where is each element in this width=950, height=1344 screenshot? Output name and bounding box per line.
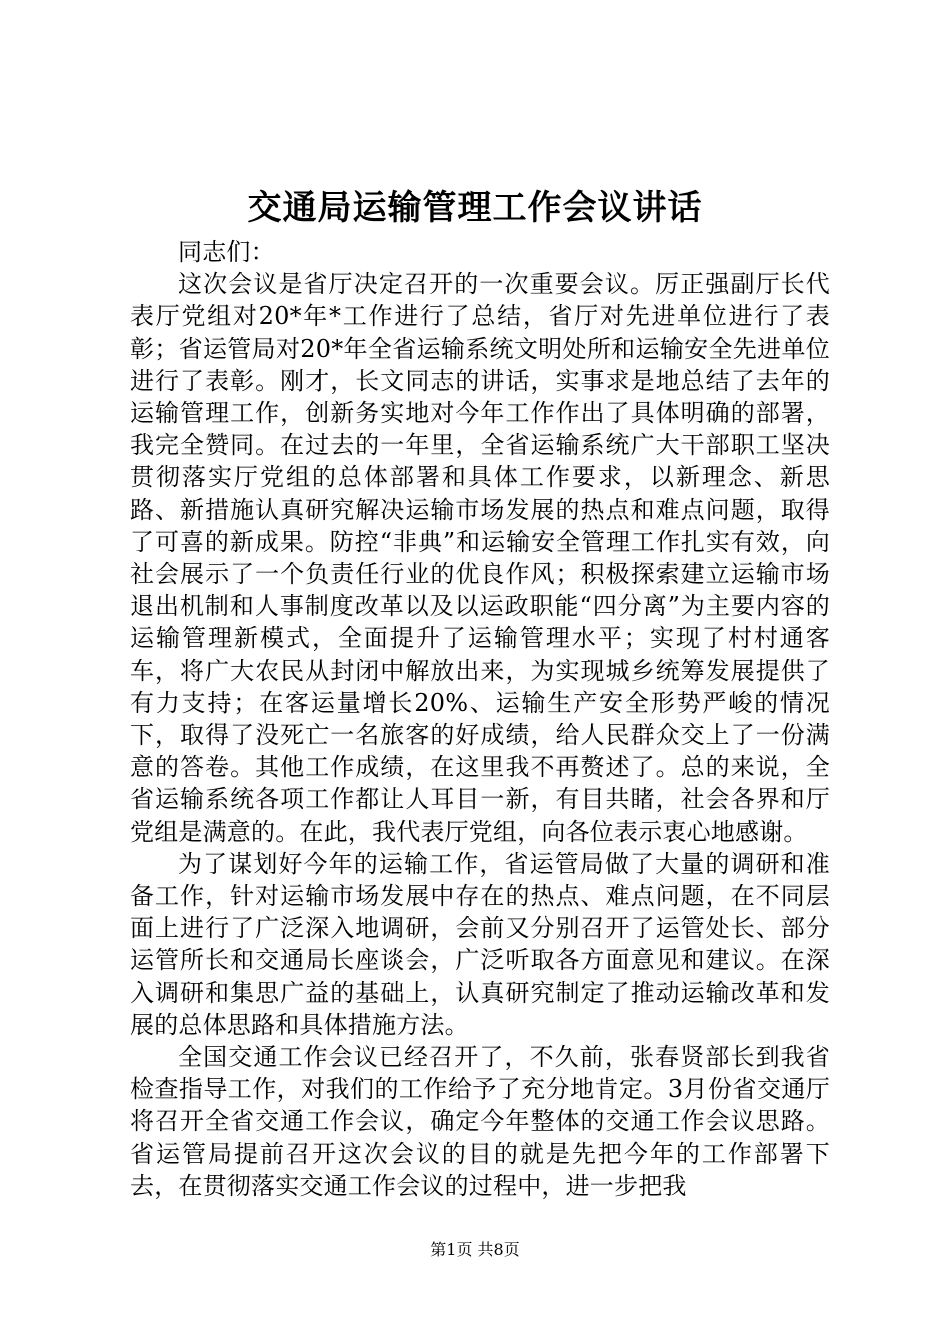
salutation: 同志们： — [178, 238, 275, 266]
paragraph: 这次会议是省厅决定召开的一次重要会议。厉正强副厅长代表厅党组对20*年*工作进行了总结，省厅对先进单位进行了表彰；省运管局对20*年全省运输系统文明处所和运输安全先进单位进行了表彰。刚才，长文同志的讲话，实事求是地总结了去年的运输管理工作，创新务实地对今年工作作出了具体明确的部署，我完全赞同。在过去的一年里，全省运输系统广大干部职工坚决贯彻落实厅党组的总体部署和具体工作要求，以新理念、新思路、新措施认真研究解决运输市场发展的热点和难点问题，取得了可喜的新成果。防控“非典”和运输安全管理工作扎实有效，向社会展示了一个负责任行业的优良作风；积极探索建立运输市场退出机制和人事制度改革以及以运政职能“四分离”为主要内容的运输管理新模式，全面提升了运输管理水平；实现了村村通客车，将广大农民从封闭中解放出来，为实现城乡统筹发展提供了有力支持；在客运量增长20%、运输生产安全形势严峻的情况下，取得了没死亡一名旅客的好成绩，给人民群众交上了一份满意的答卷。其他工作成绩，在这里我不再赘述了。总的来说，全省运输系统各项工作都让人耳目一新，有目共睹，社会各界和厅党组是满意的。在此，我代表厅党组，向各位表示衷心地感谢。 — [130, 270, 830, 846]
page-footer: 第1页 共8页 — [430, 1240, 520, 1259]
paragraph: 为了谋划好今年的运输工作，省运管局做了大量的调研和准备工作，针对运输市场发展中存在的热点、难点问题，在不同层面上进行了广泛深入地调研，会前又分别召开了运管处长、部分运管所长和交通局长座谈会，广泛听取各方面意见和建议。在深入调研和集思广益的基础上，认真研究制定了推动运输改革和发展的总体思路和具体措施方法。 — [130, 849, 830, 1039]
paragraph: 全国交通工作会议已经召开了，不久前，张春贤部长到我省检查指导工作，对我们的工作给予了充分地肯定。3月份省交通厅将召开全省交通工作会议，确定今年整体的交通工作会议思路。省运管局提前召开这次会议的目的就是先把今年的工作部署下去，在贯彻落实交通工作会议的过程中，进一步把我 — [130, 1043, 830, 1200]
document-body — [130, 236, 830, 1202]
document-title: 交通局运输管理工作会议讲话 — [247, 188, 703, 228]
